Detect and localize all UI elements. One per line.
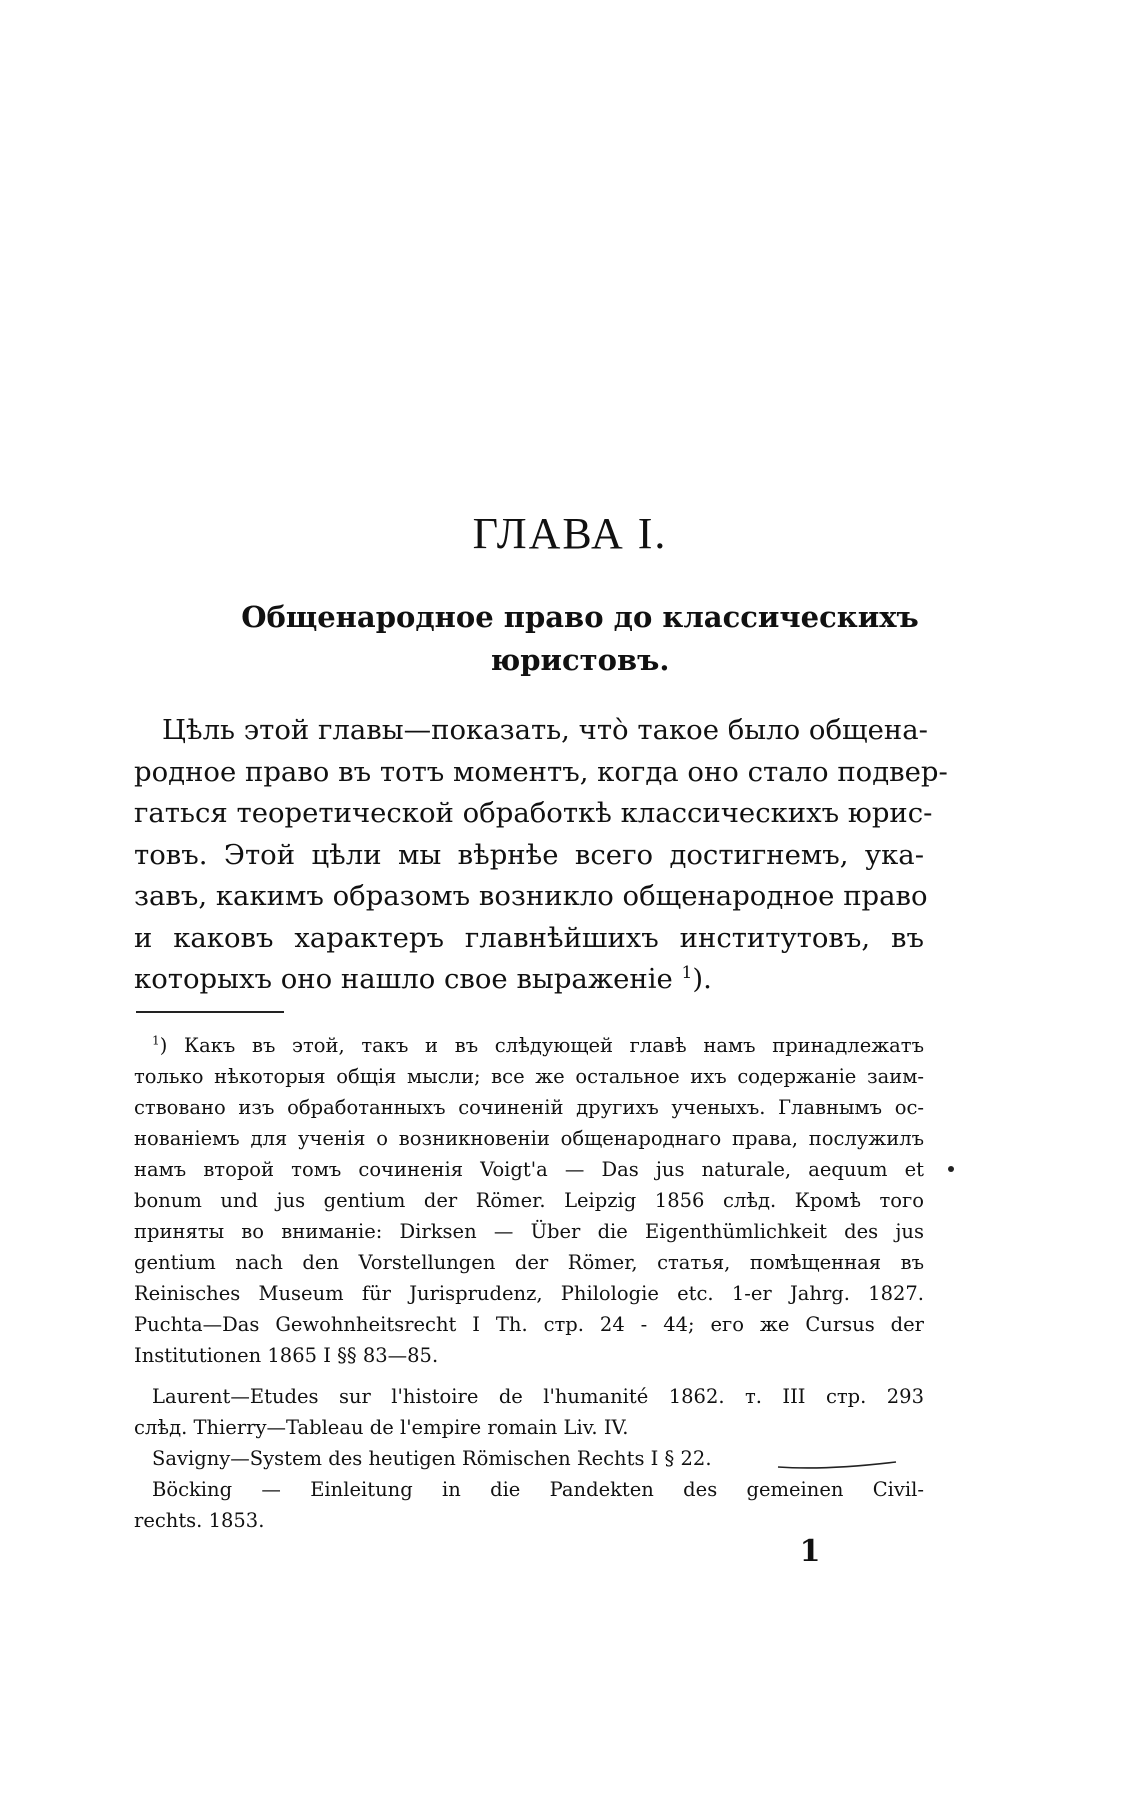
paragraph-line: завъ, какимъ образомъ возникло общенародное право — [134, 880, 928, 912]
paragraph-line: Цѣль этой главы—показать, что̀ такое было общена- — [162, 714, 928, 746]
chapter-title-line-2: юристовъ. — [490, 643, 670, 677]
paragraph-trailing: ). — [692, 963, 712, 995]
footnote-mark: 1 — [152, 1033, 160, 1048]
footnote-line: нованіемъ для ученія о возникновеніи общенароднаго права, послужилъ — [134, 1127, 924, 1150]
paragraph-line: гаться теоретической обработкѣ классическихъ юрис- — [134, 797, 933, 829]
handwritten-underline-mark — [776, 1460, 898, 1470]
footnote-line: намъ второй томъ сочиненія Voigt'a — Das jus naturale, aequum et — [134, 1158, 924, 1181]
footnote-bocking-line: rechts. 1853. — [134, 1509, 265, 1532]
footnote-savigny-line: Savigny—System des heutigen Römischen Rechts I § 22. — [152, 1447, 712, 1470]
footnote-line — [134, 1030, 924, 1061]
paragraph-line: и каковъ характеръ главнѣйшихъ институтовъ, въ — [134, 921, 924, 954]
chapter-title — [140, 596, 1020, 682]
footnote-reference[interactable]: 1 — [681, 962, 693, 983]
footnote-line-text: ) Какъ въ этой, такъ и въ слѣдующей главѣ намъ принадлежатъ — [159, 1034, 924, 1057]
main-paragraph — [134, 710, 948, 1001]
footnote-bocking-line: Böcking — Einleitung in die Pandekten des gemeinen Civil- — [152, 1478, 924, 1501]
paragraph-line: товъ. Этой цѣли мы вѣрнѣе всего достигнемъ, ука- — [134, 838, 924, 871]
paragraph-last-line — [134, 959, 924, 1001]
footnote-line: ствовано изъ обработанныхъ сочиненій другихъ ученыхъ. Главнымъ ос- — [134, 1096, 924, 1119]
footnote-line: Reinisches Museum für Jurisprudenz, Philologie etc. 1-er Jahrg. 1827. — [134, 1282, 924, 1305]
footnote-line: gentium nach den Vorstellungen der Römer, статья, помѣщенная въ — [134, 1251, 924, 1274]
footnote-line: приняты во вниманіе: Dirksen — Über die Eigenthümlichkeit des jus — [134, 1220, 924, 1243]
footnote-laurent-line: Laurent—Etudes sur l'histoire de l'humanité 1862. т. III стр. 293 — [152, 1385, 924, 1408]
page-number: 1 — [799, 1534, 821, 1569]
footnote-line: Institutionen 1865 I §§ 83—85. — [134, 1344, 439, 1367]
chapter-heading: ГЛАВА I. — [472, 509, 668, 558]
footnote-line: только нѣкоторыя общія мысли; все же остальное ихъ содержаніе заим- — [134, 1065, 924, 1088]
footnote-laurent-line: слѣд. Thierry—Tableau de l'empire romain Liv. IV. — [134, 1416, 629, 1439]
footnote-line: Puchta—Das Gewohnheitsrecht I Th. стр. 24 - 44; его же Cursus der — [134, 1313, 924, 1336]
footnote-line: bonum und jus gentium der Römer. Leipzig 1856 слѣд. Кромѣ того — [134, 1189, 924, 1212]
paragraph-line: родное право въ тотъ моментъ, когда оно стало подвер- — [134, 755, 948, 788]
chapter-title-line-1: Общенародное право до классическихъ — [241, 600, 919, 634]
print-speck — [948, 1166, 954, 1172]
footnote-separator — [136, 1011, 284, 1013]
paragraph-line: которыхъ оно нашло свое выраженіе — [134, 963, 673, 995]
